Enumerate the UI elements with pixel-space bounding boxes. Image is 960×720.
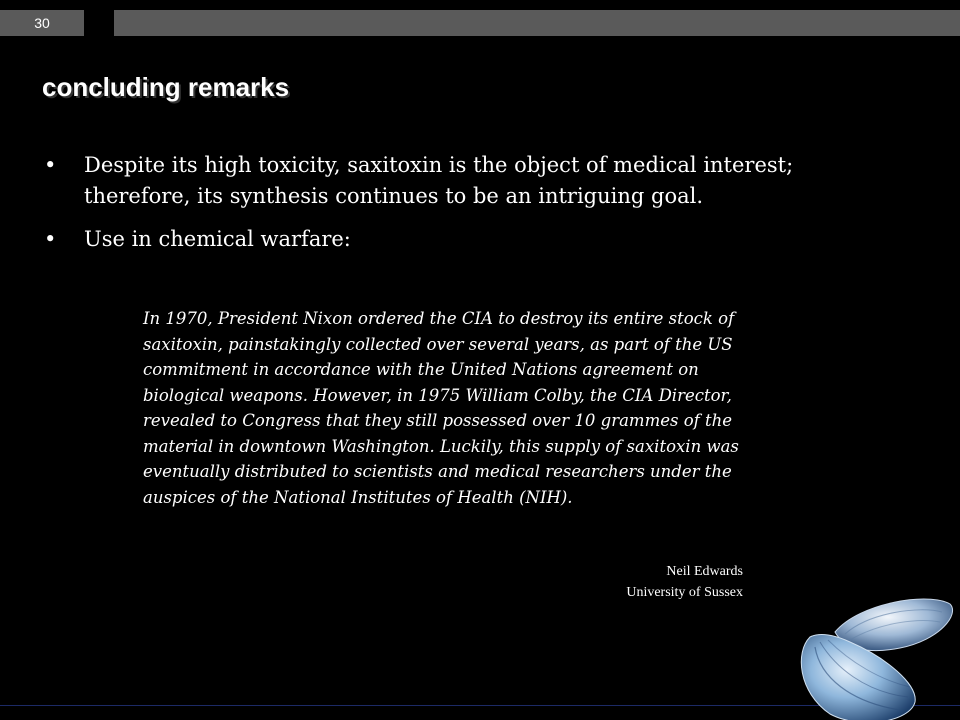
bullet-list (44, 150, 904, 267)
bullet-text: Use in chemical warfare: (84, 227, 351, 251)
quote-attribution (626, 561, 743, 603)
bullet-symbol: • (44, 227, 57, 251)
bullet-item (44, 224, 904, 255)
slide-number: 30 (34, 15, 50, 31)
attribution-name: Neil Edwards (666, 564, 743, 579)
attribution-affiliation: University of Sussex (626, 585, 743, 600)
bullet-item (44, 150, 904, 212)
bullet-text: Despite its high toxicity, saxitoxin is the object of medical interest; therefore, its synthesis continues to be an intriguing goal. (84, 153, 794, 208)
mussel-shells-image (790, 592, 960, 720)
bullet-symbol: • (44, 153, 57, 177)
quote-text: In 1970, President Nixon ordered the CIA to destroy its entire stock of saxitoxin, painstakingly collected over several years, as part of the US commitment in accordance with the United Nations agreement on biological weapons. However, in 1975 William Colby, the CIA Director, revealed to Congress that they still possessed over 10 grammes of the material in downtown Washington. Luckily, this supply of saxitoxin was eventually distributed to scientists and medical researchers under the auspices of the National Institutes of Health (NIH). (143, 309, 739, 507)
header-bar (114, 10, 960, 36)
slide-title: concluding remarks (42, 72, 290, 102)
